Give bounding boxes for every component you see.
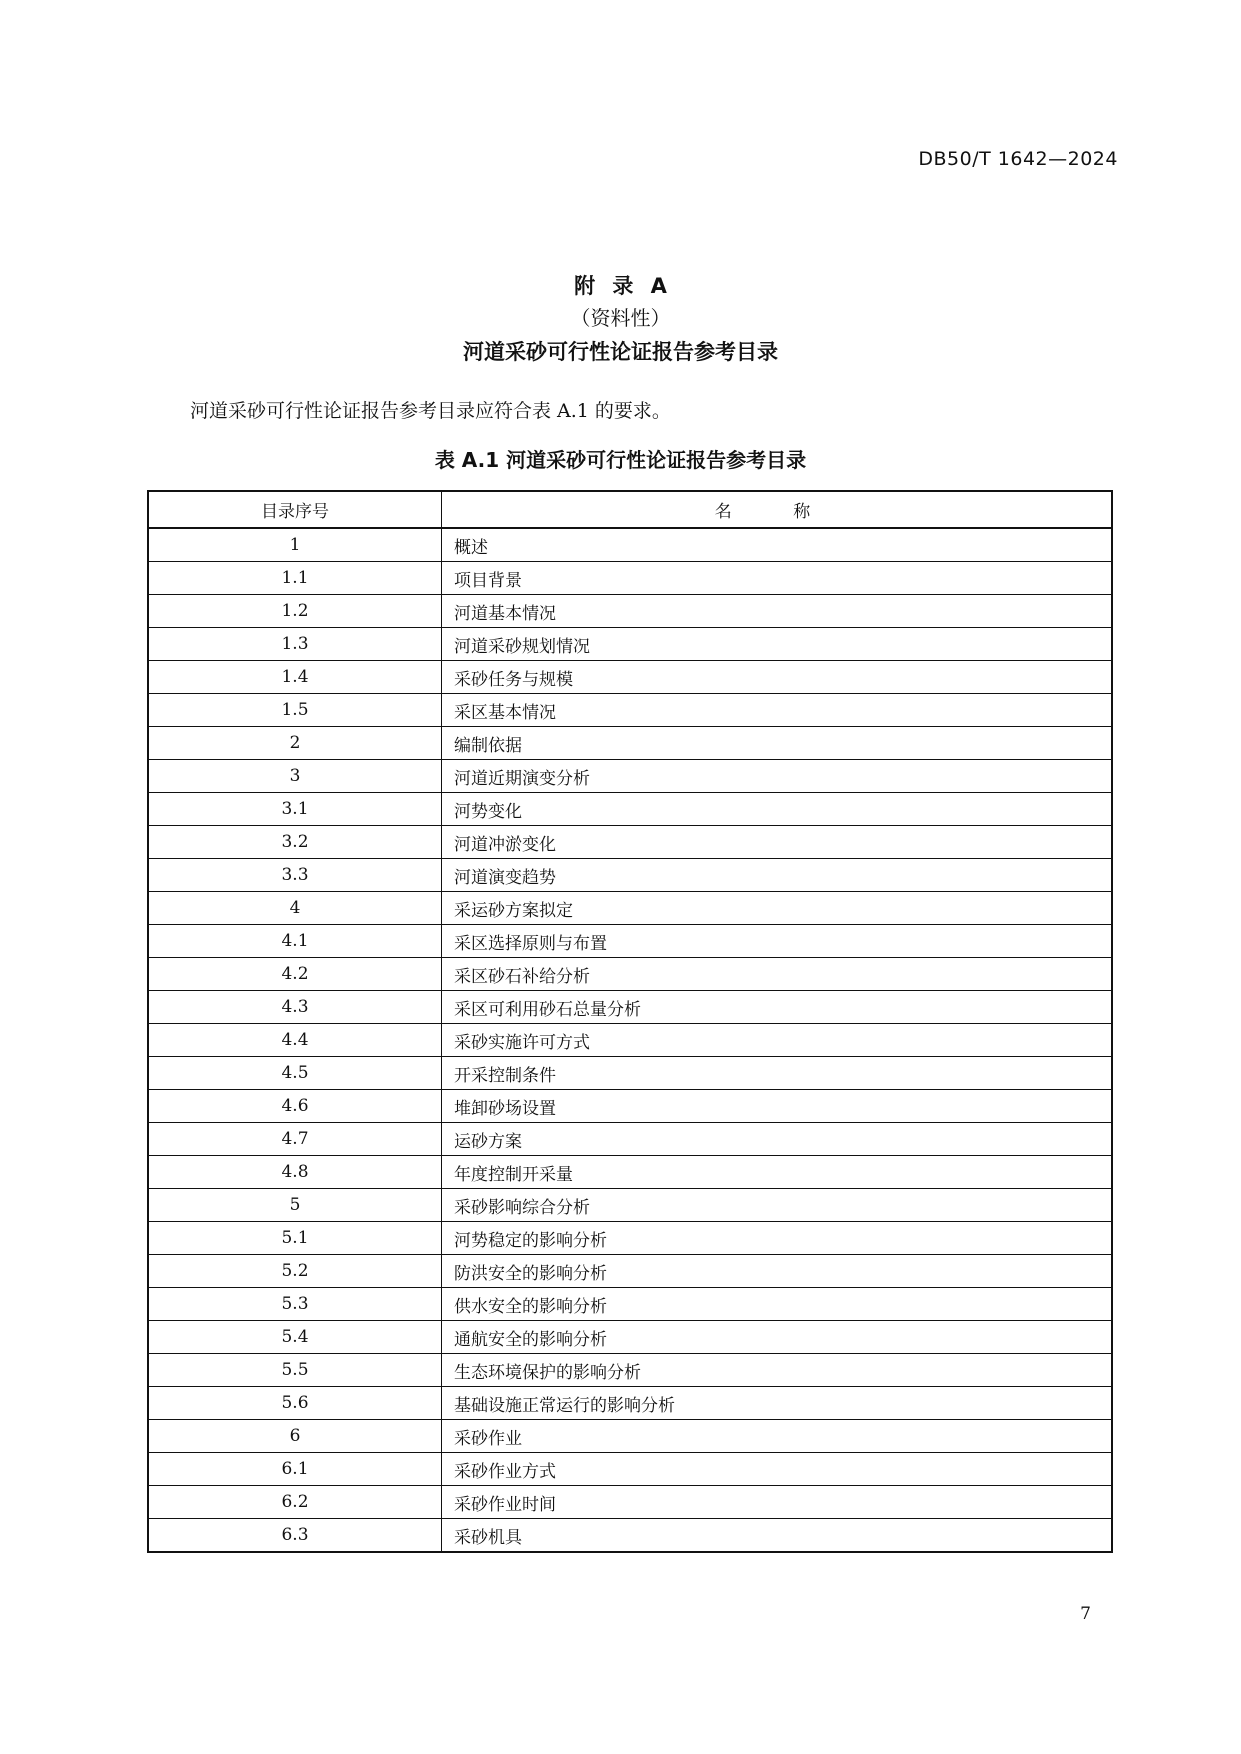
section-name: 采砂作业 bbox=[442, 1420, 1113, 1453]
appendix-title: 附 录 A bbox=[574, 274, 667, 298]
table-row bbox=[148, 1189, 1112, 1222]
section-number: 4.2 bbox=[148, 958, 442, 991]
table-row bbox=[148, 528, 1112, 562]
section-number: 5.3 bbox=[148, 1288, 442, 1321]
table-row bbox=[148, 1024, 1112, 1057]
section-name: 基础设施正常运行的影响分析 bbox=[442, 1387, 1113, 1420]
appendix-type: （资料性） bbox=[570, 306, 671, 330]
table-row bbox=[148, 1321, 1112, 1354]
section-name: 概述 bbox=[442, 528, 1113, 562]
table-row bbox=[148, 892, 1112, 925]
section-number: 5.5 bbox=[148, 1354, 442, 1387]
section-name: 采砂作业方式 bbox=[442, 1453, 1113, 1486]
section-name: 河道基本情况 bbox=[442, 595, 1113, 628]
section-number: 5.6 bbox=[148, 1387, 442, 1420]
section-number: 6 bbox=[148, 1420, 442, 1453]
table-row bbox=[148, 661, 1112, 694]
section-number: 4.8 bbox=[148, 1156, 442, 1189]
section-name: 河道演变趋势 bbox=[442, 859, 1113, 892]
table-row bbox=[148, 1453, 1112, 1486]
section-name: 防洪安全的影响分析 bbox=[442, 1255, 1113, 1288]
section-name: 通航安全的影响分析 bbox=[442, 1321, 1113, 1354]
table-caption: 表 A.1 河道采砂可行性论证报告参考目录 bbox=[434, 448, 807, 472]
table-row bbox=[148, 1057, 1112, 1090]
section-name: 河势稳定的影响分析 bbox=[442, 1222, 1113, 1255]
section-number: 5 bbox=[148, 1189, 442, 1222]
section-name: 运砂方案 bbox=[442, 1123, 1113, 1156]
section-number: 1.1 bbox=[148, 562, 442, 595]
section-name: 生态环境保护的影响分析 bbox=[442, 1354, 1113, 1387]
table-row bbox=[148, 1354, 1112, 1387]
section-number: 3.3 bbox=[148, 859, 442, 892]
table-row bbox=[148, 1387, 1112, 1420]
table-row bbox=[148, 793, 1112, 826]
section-name: 采砂作业时间 bbox=[442, 1486, 1113, 1519]
section-name: 年度控制开采量 bbox=[442, 1156, 1113, 1189]
page-number: 7 bbox=[1080, 1604, 1091, 1624]
toc-table bbox=[147, 490, 1113, 1553]
column-header-number: 目录序号 bbox=[148, 491, 442, 528]
section-name: 开采控制条件 bbox=[442, 1057, 1113, 1090]
column-header-name: 名 称 bbox=[442, 491, 1113, 528]
section-number: 5.1 bbox=[148, 1222, 442, 1255]
section-number: 3.1 bbox=[148, 793, 442, 826]
section-name: 采区可利用砂石总量分析 bbox=[442, 991, 1113, 1024]
table-row bbox=[148, 859, 1112, 892]
section-number: 5.4 bbox=[148, 1321, 442, 1354]
section-number: 4.3 bbox=[148, 991, 442, 1024]
appendix-header bbox=[0, 270, 1241, 370]
section-number: 5.2 bbox=[148, 1255, 442, 1288]
table-row bbox=[148, 628, 1112, 661]
section-number: 4.1 bbox=[148, 925, 442, 958]
section-name: 采区基本情况 bbox=[442, 694, 1113, 727]
table-row bbox=[148, 1486, 1112, 1519]
section-name: 采砂任务与规模 bbox=[442, 661, 1113, 694]
appendix-heading: 河道采砂可行性论证报告参考目录 bbox=[463, 340, 778, 364]
section-name: 河道冲淤变化 bbox=[442, 826, 1113, 859]
section-number: 6.3 bbox=[148, 1519, 442, 1553]
section-name: 编制依据 bbox=[442, 727, 1113, 760]
section-number: 6.2 bbox=[148, 1486, 442, 1519]
table-row bbox=[148, 1255, 1112, 1288]
table-row bbox=[148, 1090, 1112, 1123]
section-name: 采砂机具 bbox=[442, 1519, 1113, 1553]
section-name: 项目背景 bbox=[442, 562, 1113, 595]
section-number: 1.5 bbox=[148, 694, 442, 727]
section-number: 4.6 bbox=[148, 1090, 442, 1123]
section-number: 4.5 bbox=[148, 1057, 442, 1090]
section-number: 1.4 bbox=[148, 661, 442, 694]
section-name: 供水安全的影响分析 bbox=[442, 1288, 1113, 1321]
document-code: DB50/T 1642—2024 bbox=[918, 148, 1118, 170]
section-number: 1 bbox=[148, 528, 442, 562]
toc-table-body bbox=[148, 528, 1112, 1552]
section-number: 4.4 bbox=[148, 1024, 442, 1057]
table-row bbox=[148, 727, 1112, 760]
section-number: 6.1 bbox=[148, 1453, 442, 1486]
table-row bbox=[148, 1288, 1112, 1321]
section-number: 1.2 bbox=[148, 595, 442, 628]
section-name: 河势变化 bbox=[442, 793, 1113, 826]
table-row bbox=[148, 760, 1112, 793]
table-row bbox=[148, 595, 1112, 628]
section-name: 采区选择原则与布置 bbox=[442, 925, 1113, 958]
table-row bbox=[148, 826, 1112, 859]
section-name: 采区砂石补给分析 bbox=[442, 958, 1113, 991]
table-row bbox=[148, 1420, 1112, 1453]
table-row bbox=[148, 1222, 1112, 1255]
table-row bbox=[148, 958, 1112, 991]
intro-paragraph: 河道采砂可行性论证报告参考目录应符合表 A.1 的要求。 bbox=[190, 400, 671, 422]
table-row bbox=[148, 1156, 1112, 1189]
section-name: 采砂实施许可方式 bbox=[442, 1024, 1113, 1057]
table-row bbox=[148, 562, 1112, 595]
section-name: 河道采砂规划情况 bbox=[442, 628, 1113, 661]
section-name: 采运砂方案拟定 bbox=[442, 892, 1113, 925]
section-number: 1.3 bbox=[148, 628, 442, 661]
table-header-row bbox=[148, 491, 1112, 528]
section-number: 3.2 bbox=[148, 826, 442, 859]
section-name: 采砂影响综合分析 bbox=[442, 1189, 1113, 1222]
table-row bbox=[148, 925, 1112, 958]
section-number: 2 bbox=[148, 727, 442, 760]
table-row bbox=[148, 991, 1112, 1024]
table-row bbox=[148, 1519, 1112, 1553]
table-row bbox=[148, 1123, 1112, 1156]
section-name: 河道近期演变分析 bbox=[442, 760, 1113, 793]
section-number: 3 bbox=[148, 760, 442, 793]
table-row bbox=[148, 694, 1112, 727]
section-number: 4 bbox=[148, 892, 442, 925]
section-number: 4.7 bbox=[148, 1123, 442, 1156]
section-name: 堆卸砂场设置 bbox=[442, 1090, 1113, 1123]
